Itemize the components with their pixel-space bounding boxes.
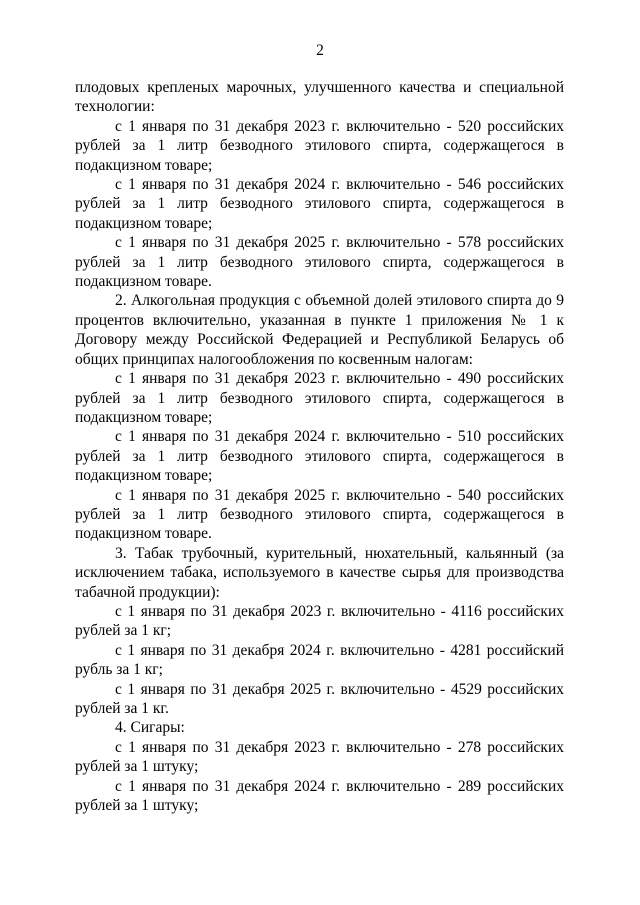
paragraph-rate-2023-alcohol: с 1 января по 31 декабря 2023 г. включительно - 490 российских рублей за 1 литр безводного этилового спирта, содержащегося в подакцизном товаре; <box>75 370 564 426</box>
paragraph-rate-2025-alcohol: с 1 января по 31 декабря 2025 г. включительно - 540 российских рублей за 1 литр безводного этилового спирта, содержащегося в подакцизном товаре. <box>75 486 564 543</box>
paragraph-rate-2023-tobacco: с 1 января по 31 декабря 2023 г. включительно - 4116 российских рублей за 1 кг; <box>75 602 564 640</box>
page-number: 2 <box>316 42 324 59</box>
document-body <box>75 78 564 815</box>
paragraph-item-3-tobacco: 3. Табак трубочный, курительный, нюхательный, кальянный (за исключением табака, используемого в качестве сырья для производства табачной продукции): <box>75 544 564 601</box>
paragraph-rate-2023-cigars: с 1 января по 31 декабря 2023 г. включительно - 278 российских рублей за 1 штуку; <box>75 738 564 776</box>
paragraph-item-4-cigars: 4. Сигары: <box>115 719 185 737</box>
paragraph-rate-2024-tobacco: с 1 января по 31 декабря 2024 г. включительно - 4281 российский рубль за 1 кг; <box>75 641 564 679</box>
paragraph-rate-2024-alcohol: с 1 января по 31 декабря 2024 г. включительно - 510 российских рублей за 1 литр безводного этилового спирта, содержащегося в подакцизном товаре; <box>75 428 564 485</box>
paragraph-rate-2024-cigars: с 1 января по 31 декабря 2024 г. включительно - 289 российских рублей за 1 штуку; <box>75 777 564 815</box>
paragraph-rate-2024-fortified-wine: с 1 января по 31 декабря 2024 г. включительно - 546 российских рублей за 1 литр безводного этилового спирта, содержащегося в подакцизном товаре; <box>75 176 564 232</box>
paragraph-intro-continuation: плодовых крепленых марочных, улучшенного качества и специальной технологии: <box>75 79 564 116</box>
paragraph-rate-2025-fortified-wine: с 1 января по 31 декабря 2025 г. включительно - 578 российских рублей за 1 литр безводного этилового спирта, содержащегося в подакцизном товаре. <box>75 234 564 291</box>
paragraph-item-2-alcohol-up-to-9: 2. Алкогольная продукция с объемной долей этилового спирта до 9 процентов включительно, указанная в пункте 1 приложения № 1 к Договору между Российской Федерацией и Республикой Беларусь об общих принципах налогообложения по косвенным налогам: <box>75 292 564 368</box>
paragraph-rate-2023-fortified-wine: с 1 января по 31 декабря 2023 г. включительно - 520 российских рублей за 1 литр безводного этилового спирта, содержащегося в подакцизном товаре; <box>75 117 564 174</box>
paragraph-rate-2025-tobacco: с 1 января по 31 декабря 2025 г. включительно - 4529 российских рублей за 1 кг. <box>75 680 564 717</box>
